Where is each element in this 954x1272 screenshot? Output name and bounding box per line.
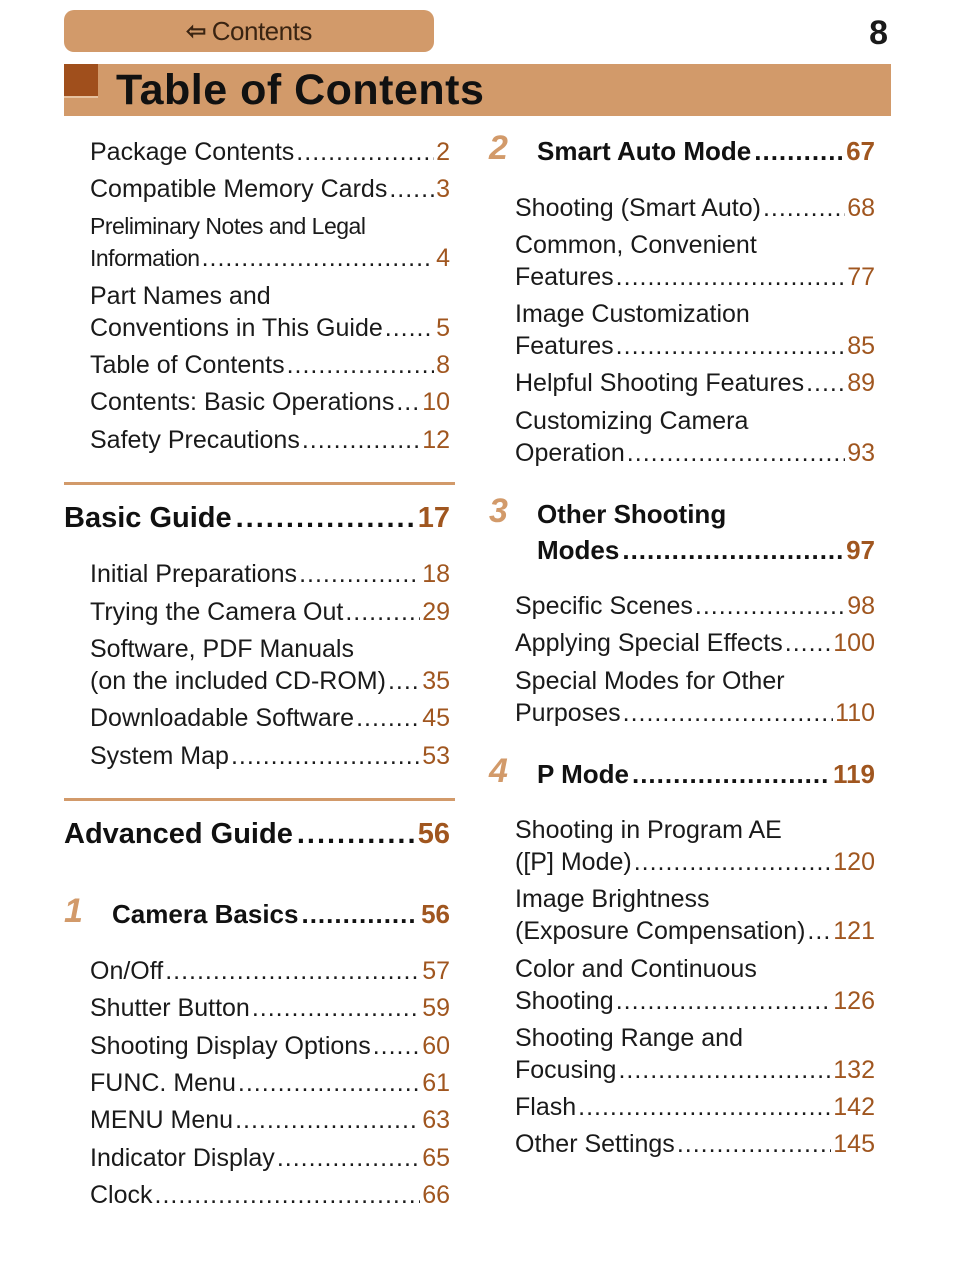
section-divider [64,482,455,485]
toc-entry-label: Applying Special Effects [515,629,783,657]
page-title: Table of Contents [116,66,485,114]
leader-dots [155,1179,421,1211]
toc-entry-label: System Map [90,742,229,770]
toc-entry[interactable] [515,590,875,622]
toc-entry-page: 63 [422,1106,450,1134]
toc-entry-label: Other Settings [515,1130,675,1158]
leader-dots [763,192,845,224]
chapter-heading[interactable] [537,498,875,566]
toc-entry-label: Purposes [515,699,621,727]
toc-entry-label: Safety Precautions [90,426,300,454]
leader-dots [302,424,420,456]
toc-entry-label: Shooting (Smart Auto) [515,194,761,222]
toc-entry-label: Table of Contents [90,351,285,379]
leader-dots [301,898,418,930]
toc-entry-label: Part Names and [90,282,271,310]
toc-entry-label: MENU Menu [90,1106,234,1134]
leader-dots [807,915,831,947]
advanced-guide-heading[interactable] [64,816,450,852]
toc-entry-label: Shooting Range and [515,1024,743,1052]
toc-entry-page: 61 [422,1069,450,1097]
heading-page: 56 [417,818,450,850]
toc-entry[interactable] [90,386,450,418]
chapter-heading[interactable] [112,898,450,930]
toc-entry-page: 10 [422,388,450,416]
leader-dots [297,816,414,852]
toc-entry[interactable] [90,1104,450,1136]
leader-dots [578,1091,831,1123]
chapter-page: 97 [846,535,875,565]
leader-dots [695,590,845,622]
chapter-page: 67 [846,136,875,166]
leader-dots [385,312,434,344]
chapter-number: 4 [489,752,508,790]
leader-dots [299,558,420,590]
toc-entry-label: FUNC. Menu [90,1069,236,1097]
toc-entry-label: Shooting [515,987,614,1015]
chapter-number: 1 [64,892,83,930]
toc-entry[interactable] [90,992,450,1024]
leader-dots [231,740,420,772]
toc-entry-label: Contents: Basic Operations [90,388,395,416]
toc-entry[interactable] [515,814,875,878]
toc-entry[interactable] [515,627,875,659]
toc-entry-page: 93 [847,439,875,467]
toc-entry[interactable] [515,229,875,293]
leader-dots [389,173,434,205]
toc-entry-label: Indicator Display [90,1144,275,1172]
leader-dots [785,627,832,659]
chapter-heading[interactable] [537,758,875,790]
toc-entry[interactable] [90,1030,450,1062]
toc-entry-page: 18 [422,560,450,588]
toc-entry-label: Shooting Display Options [90,1032,371,1060]
toc-entry[interactable] [515,298,875,362]
toc-entry-page: 60 [422,1032,450,1060]
leader-dots [296,136,434,168]
toc-entry-page: 35 [422,667,450,695]
toc-entry-page: 66 [422,1181,450,1209]
toc-entry-page: 4 [436,244,450,272]
leader-dots [396,386,420,418]
leader-dots [623,697,834,729]
toc-entry-label: (Exposure Compensation) [515,917,806,945]
leader-dots [616,261,846,293]
toc-entry-label: Operation [515,439,625,467]
toc-entry[interactable] [515,1128,875,1160]
toc-entry-page: 85 [847,332,875,360]
leader-dots [236,500,414,536]
toc-entry-label: Information [90,245,200,271]
toc-entry-label: Shooting in Program AE [515,816,782,844]
toc-entry[interactable] [90,702,450,734]
toc-entry-label: Flash [515,1093,577,1121]
chapter-label: Smart Auto Mode [537,136,752,166]
toc-entry-page: 132 [833,1056,875,1084]
toc-entry-page: 57 [422,957,450,985]
toc-entry-label: Image Brightness [515,885,710,913]
chapter-label: Other Shooting [537,499,727,529]
toc-entry-page: 8 [436,351,450,379]
chapter-page: 56 [421,899,450,929]
toc-entry[interactable] [515,1091,875,1123]
toc-entry-label: Special Modes for Other [515,667,785,695]
toc-entry-label: Image Customization [515,300,750,328]
toc-entry-label: (on the included CD-ROM) [90,667,386,695]
toc-entry-label: Specific Scenes [515,592,693,620]
toc-entry-label: On/Off [90,957,164,985]
toc-entry[interactable] [90,596,450,628]
toc-entry[interactable] [515,665,875,729]
toc-entry-page: 53 [422,742,450,770]
toc-entry-page: 142 [833,1093,875,1121]
toc-entry-label: Helpful Shooting Features [515,369,805,397]
toc-entry[interactable] [515,953,875,1017]
chapter-label: Modes [537,535,620,565]
leader-dots [345,596,420,628]
toc-entry[interactable] [90,136,450,168]
toc-entry-label: Software, PDF Manuals [90,635,354,663]
toc-entry-page: 77 [847,263,875,291]
toc-entry[interactable] [515,405,875,469]
toc-entry[interactable] [515,192,875,224]
toc-entry-label: Conventions in This Guide [90,314,383,342]
leader-dots [165,955,420,987]
title-bar [64,64,891,116]
toc-entry-page: 45 [422,704,450,732]
toc-entry[interactable] [90,1067,450,1099]
toc-entry-page: 68 [847,194,875,222]
toc-entry[interactable] [90,424,450,456]
leader-dots [677,1128,831,1160]
toc-entry-label: Shutter Button [90,994,250,1022]
toc-entry[interactable] [90,349,450,381]
toc-entry-page: 2 [436,138,450,166]
toc-entry-label: Color and Continuous [515,955,757,983]
toc-entry-page: 59 [422,994,450,1022]
toc-entry-page: 5 [436,314,450,342]
leader-dots [373,1030,420,1062]
leader-dots [627,437,845,469]
leader-dots [632,758,830,790]
leader-dots [616,330,846,362]
toc-entry-page: 65 [422,1144,450,1172]
arrow-left-icon: ⇦ [186,17,206,45]
toc-entry-page: 100 [833,629,875,657]
toc-entry[interactable] [90,1179,450,1211]
toc-entry[interactable] [90,210,450,274]
toc-entry[interactable] [515,367,875,399]
toc-entry-page: 126 [833,987,875,1015]
leader-dots [238,1067,420,1099]
leader-dots [622,534,843,566]
toc-entry-label: Common, Convenient [515,231,757,259]
toc-entry[interactable] [90,1142,450,1174]
basic-guide-heading[interactable] [64,500,450,536]
toc-entry-label: Trying the Camera Out [90,598,344,626]
leader-dots [356,702,420,734]
leader-dots [618,1054,831,1086]
heading-label: Advanced Guide [64,818,293,850]
toc-entry[interactable] [90,740,450,772]
toc-entry-label: Initial Preparations [90,560,298,588]
heading-label: Basic Guide [64,502,232,534]
toc-entry[interactable] [515,883,875,947]
toc-entry-label: Compatible Memory Cards [90,175,388,203]
toc-entry-label: Features [515,263,614,291]
chapter-number: 2 [489,129,508,167]
leader-dots [388,665,420,697]
title-accent-square-dark [64,64,98,96]
leader-dots [634,846,832,878]
leader-dots [287,349,435,381]
chapter-label: P Mode [537,759,629,789]
leader-dots [252,992,420,1024]
toc-entry[interactable] [90,955,450,987]
toc-entry[interactable] [90,558,450,590]
heading-page: 17 [417,502,450,534]
section-divider [64,798,455,801]
toc-entry-page: 110 [835,699,875,727]
toc-entry-label: Features [515,332,614,360]
leader-dots [202,242,435,274]
leader-dots [277,1142,420,1174]
toc-entry-page: 29 [422,598,450,626]
toc-entry-label: Preliminary Notes and Legal [90,213,366,239]
chapter-number: 3 [489,492,508,530]
toc-entry-label: ([P] Mode) [515,848,632,876]
toc-entry-label: Customizing Camera [515,407,749,435]
toc-entry-label: Focusing [515,1056,617,1084]
back-to-contents-button[interactable] [64,10,434,52]
toc-entry-page: 145 [833,1130,875,1158]
page-number: 8 [869,14,888,52]
toc-entry[interactable] [90,173,450,205]
toc-entry[interactable] [90,633,450,697]
chapter-heading[interactable] [537,135,875,167]
leader-dots [754,135,843,167]
toc-entry[interactable] [90,280,450,344]
toc-entry-label: Clock [90,1181,153,1209]
toc-entry-page: 121 [833,917,875,945]
leader-dots [806,367,845,399]
toc-entry-page: 120 [833,848,875,876]
chapter-page: 119 [833,759,875,789]
toc-entry-page: 89 [847,369,875,397]
toc-entry-page: 3 [436,175,450,203]
leader-dots [616,985,832,1017]
leader-dots [235,1104,420,1136]
toc-entry-label: Downloadable Software [90,704,355,732]
toc-entry-label: Package Contents [90,138,295,166]
toc-entry-page: 98 [847,592,875,620]
toc-entry-page: 12 [422,426,450,454]
back-button-label: Contents [211,15,312,46]
chapter-label: Camera Basics [112,899,299,929]
toc-entry[interactable] [515,1022,875,1086]
